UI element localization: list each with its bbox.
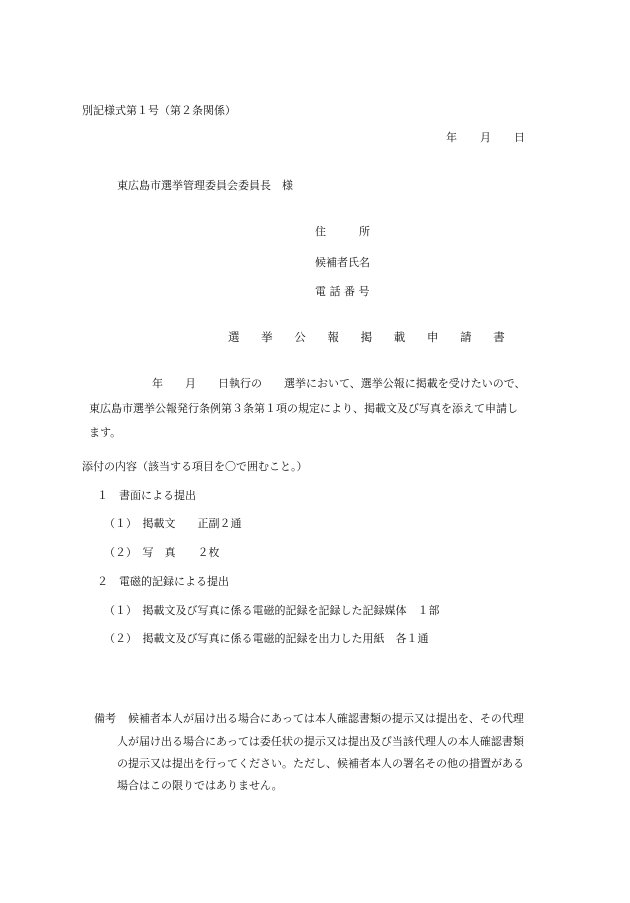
attachment-item-2: ２ 電磁的記録による提出	[97, 575, 229, 588]
remarks-line-1: 候補者本人が届け出る場合にあっては本人確認書類の提示又は提出を、その代理	[128, 712, 524, 725]
remarks-line-3: の提示又は提出を行ってください。ただし、候補者本人の署名その他の措置がある	[117, 757, 524, 770]
body-line-2: 東広島市選挙公報発行条例第３条第１項の規定により、掲載文及び写真を添えて申請し	[89, 402, 518, 415]
phone-number-label: 電 話 番 号	[315, 285, 370, 298]
candidate-name-label: 候補者氏名	[315, 256, 370, 269]
attachment-item-2-sub-2: （２） 掲載文及び写真に係る電磁的記録を出力した用紙 各１通	[104, 632, 429, 645]
date-month-label: 月	[480, 131, 491, 144]
attachment-item-1-sub-2: （２） 写 真 ２枚	[104, 546, 220, 559]
attachment-item-2-sub-1: （１） 掲載文及び写真に係る電磁的記録を記録した記録媒体 １部	[104, 604, 440, 617]
date-year-label: 年	[446, 131, 457, 144]
date-day-label: 日	[514, 131, 525, 144]
body-line-1: 年 月 日執行の 選挙において、選挙公報に掲載を受けたいので、	[152, 377, 526, 390]
attachment-item-1-sub-1: （１） 掲載文 正副２通	[104, 517, 242, 530]
body-line-3: ます。	[89, 426, 122, 439]
attachment-item-1: １ 書面による提出	[97, 489, 196, 502]
remarks-line-4: 場合はこの限りではありません。	[117, 779, 283, 792]
remarks-line-2: 人が届け出る場合にあっては委任状の提示又は提出及び当該代理人の本人確認書類	[117, 735, 524, 748]
attachments-heading: 添付の内容（該当する項目を〇で囲むこと。）	[82, 460, 308, 473]
remarks-label: 備考	[94, 712, 116, 725]
address-label: 住 所	[315, 225, 370, 238]
addressee: 東広島市選挙管理委員会委員長 様	[117, 179, 293, 192]
document-title: 選 挙 公 報 掲 載 申 請 書	[228, 330, 514, 344]
form-number: 別記様式第１号（第２条関係）	[82, 104, 236, 117]
